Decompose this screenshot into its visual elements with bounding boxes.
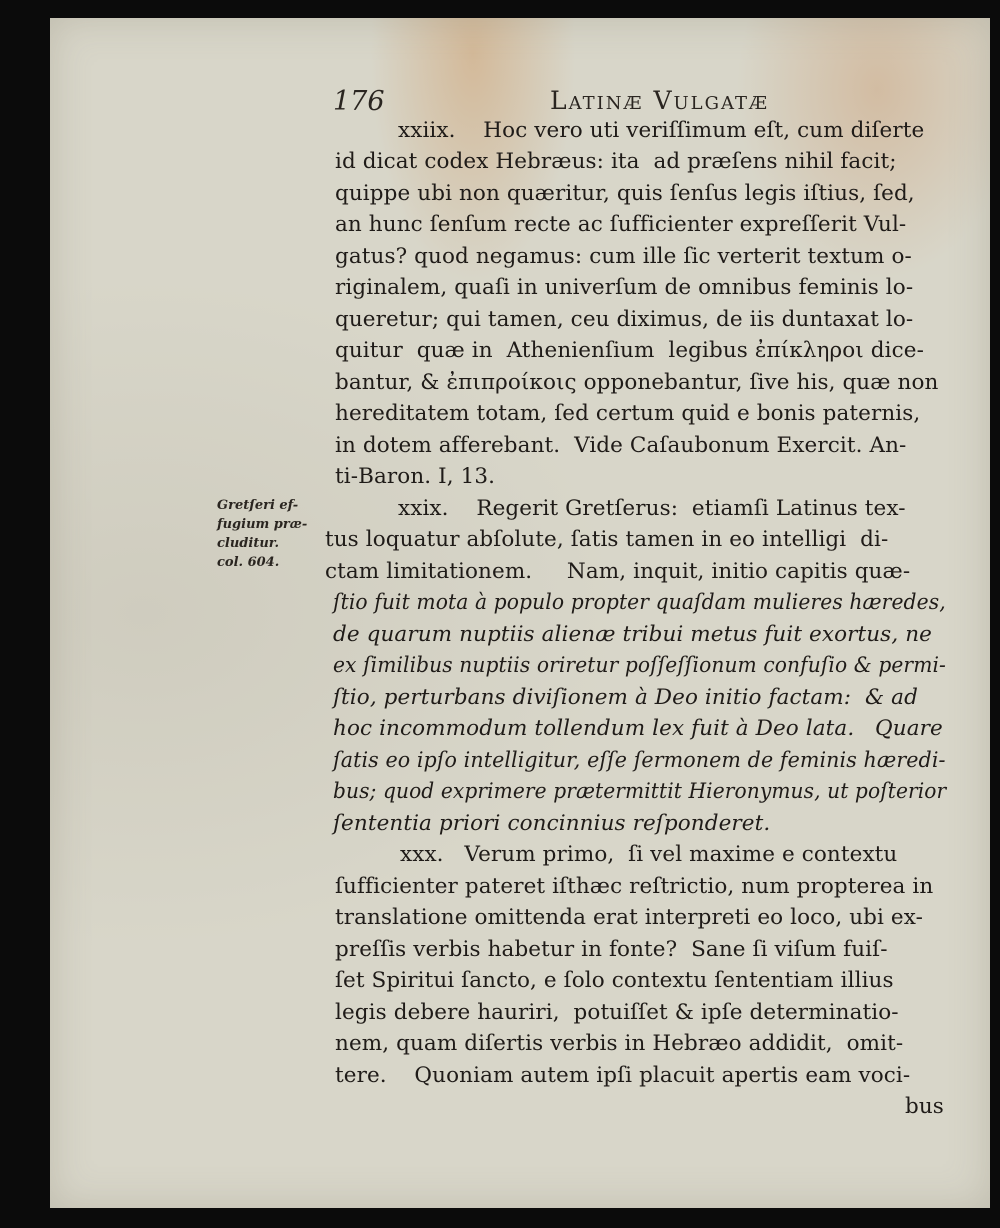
text-line: an hunc ſenſum recte ac ſufficienter expreſſerit Vul- bbox=[335, 212, 907, 237]
margin-note bbox=[217, 496, 307, 572]
margin-note-line: fugium præ- bbox=[217, 517, 308, 532]
text-line: xxiix. Hoc vero uti veriſſimum eſt, cum diſerte bbox=[398, 118, 925, 143]
text-line: translatione omittenda erat interpreti eo loco, ubi ex- bbox=[335, 905, 923, 930]
running-title: Latinæ Vulgatæ bbox=[550, 86, 770, 115]
page-number: 176 bbox=[333, 86, 385, 117]
text-line: riginalem, quaſi in univerſum de omnibus feminis lo- bbox=[335, 275, 914, 300]
text-line: ſententia priori concinnius reſponderet. bbox=[333, 811, 771, 836]
text-line: hoc incommodum tollendum lex fuit à Deo lata. Quare bbox=[333, 716, 943, 741]
text-line: preſſis verbis habetur in fonte? Sane ſi viſum fuiſ- bbox=[335, 937, 888, 962]
text-line: ſufficienter pateret iſthæc reſtrictio, num propterea in bbox=[335, 874, 934, 899]
text-line: queretur; qui tamen, ceu diximus, de iis duntaxat lo- bbox=[335, 307, 914, 332]
text-line: hereditatem totam, ſed certum quid e bonis paternis, bbox=[335, 401, 921, 426]
text-line: xxix. Regerit Gretſerus: etiamſi Latinus tex- bbox=[398, 496, 906, 521]
text-line: quitur quæ in Athenienſium legibus ἐπίκληροι dice- bbox=[335, 338, 924, 363]
text-line: tus loquatur abſolute, ſatis tamen in eo intelligi di- bbox=[325, 527, 889, 552]
text-line: ſtio fuit mota à populo propter quaſdam mulieres hæredes, bbox=[333, 590, 946, 615]
text-line: ſet Spiritui ſancto, e ſolo contextu ſententiam illius bbox=[335, 968, 894, 993]
text-line: bantur, & ἐπιπροίκοις opponebantur, ſive his, quæ non bbox=[335, 370, 939, 395]
text-line: ſatis eo ipſo intelligitur, eſſe ſermonem de feminis hæredi- bbox=[333, 748, 946, 773]
text-line: xxx. Verum primo, ſi vel maxime e contextu bbox=[400, 842, 898, 867]
margin-note-line: Gretſeri ef- bbox=[217, 498, 299, 513]
text-line: id dicat codex Hebræus: ita ad præſens nihil facit; bbox=[335, 149, 897, 174]
text-line: gatus? quod negamus: cum ille ſic verterit textum o- bbox=[335, 244, 912, 269]
text-line: de quarum nuptiis alienæ tribui metus fuit exortus, ne bbox=[333, 622, 932, 647]
margin-note-line: cluditur. bbox=[217, 536, 279, 551]
text-line: ctam limitationem. Nam, inquit, initio capitis quæ- bbox=[325, 559, 911, 584]
text-line: quippe ubi non quæritur, quis ſenſus legis iſtius, ſed, bbox=[335, 181, 915, 206]
text-line: in dotem afferebant. Vide Caſaubonum Exercit. An- bbox=[335, 433, 907, 458]
page-header bbox=[330, 86, 950, 122]
margin-note-line: col. 604. bbox=[217, 555, 280, 570]
text-line: ex ſimilibus nuptiis oriretur poſſeſſionum confuſio & permi- bbox=[333, 653, 946, 678]
text-line: ti-Baron. I, 13. bbox=[335, 464, 496, 489]
text-line: tere. Quoniam autem ipſi placuit apertis eam voci- bbox=[335, 1063, 911, 1088]
text-line: legis debere hauriri, potuiſſet & ipſe determinatio- bbox=[335, 1000, 899, 1025]
text-line: ſtio, perturbans diviſionem à Deo initio factam: & ad bbox=[333, 685, 918, 710]
text-line: bus; quod exprimere prætermittit Hieronymus, ut poſterior bbox=[333, 779, 947, 804]
text-line: bus bbox=[905, 1094, 944, 1119]
text-line: nem, quam diſertis verbis in Hebræo addidit, omit- bbox=[335, 1031, 904, 1056]
